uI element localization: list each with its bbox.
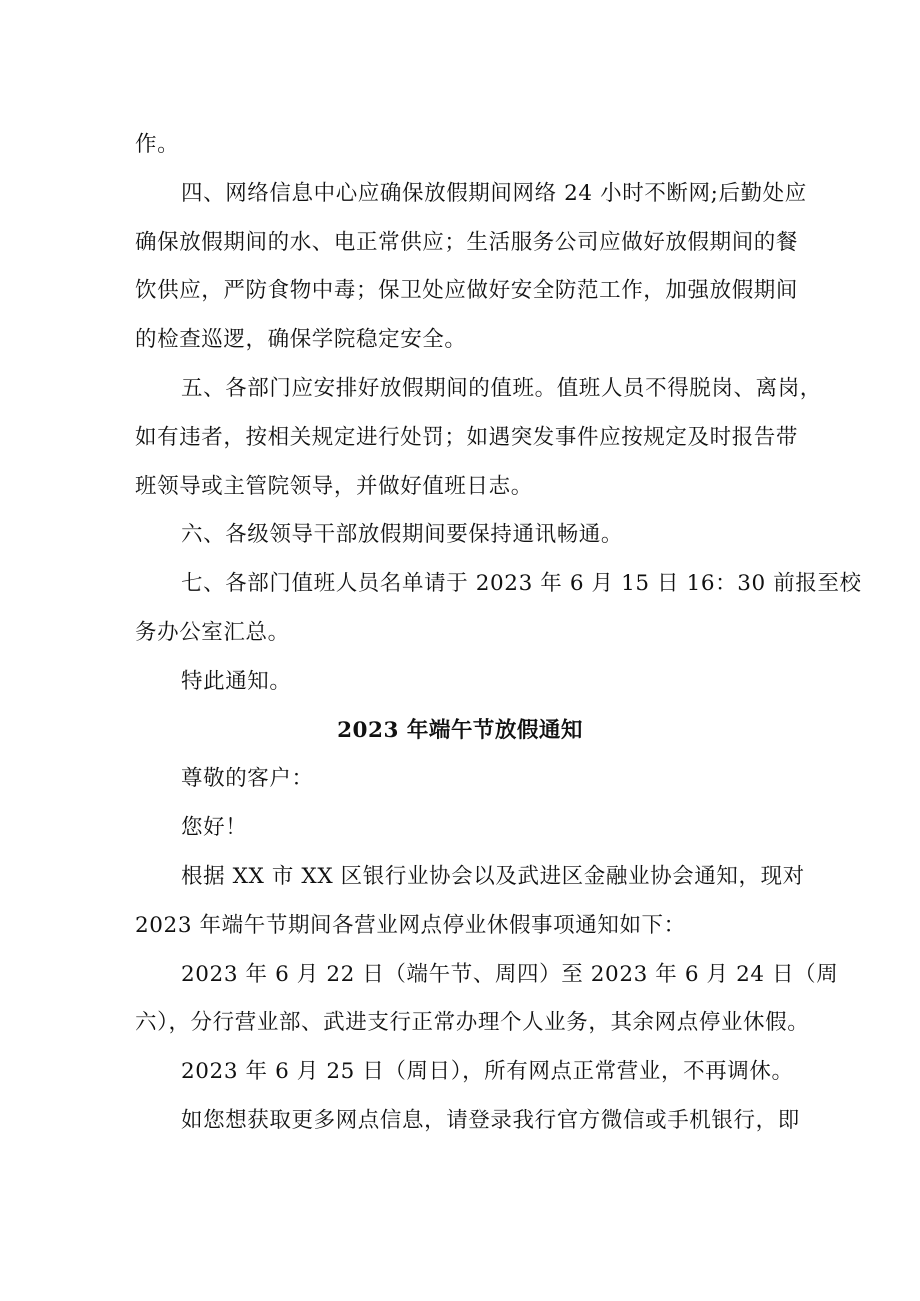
paragraph-more-info — [135, 1097, 800, 1146]
text-line: 确保放假期间的水、电正常供应；生活服务公司应做好放假期间的餐 — [135, 229, 799, 255]
text-line: 2023 年端午节期间各营业网点停业休假事项通知如下： — [135, 912, 686, 938]
text-line: 2023 年 6 月 25 日（周日），所有网点正常营业，不再调休。 — [181, 1059, 794, 1085]
paragraph-item-5 — [135, 365, 822, 511]
document-body — [135, 121, 862, 1146]
section-title-wrapper — [135, 707, 795, 756]
text-line: 的检查巡逻，确保学院稳定安全。 — [135, 327, 467, 353]
greeting: 您好！ — [181, 815, 248, 841]
text-line: 根据 XX 市 XX 区银行业协会以及武进区金融业协会通知，现对 — [181, 863, 805, 889]
paragraph-schedule-1 — [135, 951, 839, 1049]
text-line: 务办公室汇总。 — [135, 619, 290, 645]
text-line: 2023 年 6 月 22 日（端午节、周四）至 2023 年 6 月 24 日（周 — [181, 961, 839, 987]
text-line: 四、网络信息中心应确保放假期间网络 24 小时不断网;后勤处应 — [181, 180, 807, 206]
text-line: 六），分行营业部、武进支行正常办理个人业务，其余网点停业休假。 — [135, 1010, 810, 1036]
text-line: 五、各部门应安排好放假期间的值班。值班人员不得脱岗、离岗， — [181, 375, 822, 401]
paragraph-item-7 — [135, 560, 862, 658]
paragraph-continuation: 作。 — [135, 132, 180, 157]
paragraph-closing: 特此通知。 — [181, 668, 292, 694]
text-line: 六、各级领导干部放假期间要保持通讯畅通。 — [181, 522, 624, 548]
section-title: 2023 年端午节放假通知 — [337, 717, 583, 743]
paragraph-item-6 — [135, 511, 795, 560]
paragraph-schedule-2 — [135, 1048, 795, 1097]
text-line: 班领导或主管院领导，并做好值班日志。 — [135, 473, 533, 499]
text-line: 七、各部门值班人员名单请于 2023 年 6 月 15 日 16：30 前报至校 — [181, 571, 862, 597]
paragraph-item-4 — [135, 170, 807, 365]
salutation: 尊敬的客户： — [181, 766, 314, 792]
text-line: 饮供应，严防食物中毒；保卫处应做好安全防范工作，加强放假期间 — [135, 278, 799, 304]
paragraph-intro — [135, 853, 805, 951]
text-line: 如您想获取更多网点信息，请登录我行官方微信或手机银行，即 — [181, 1107, 800, 1133]
text-line: 如有违者，按相关规定进行处罚；如遇突发事件应按规定及时报告带 — [135, 424, 799, 450]
